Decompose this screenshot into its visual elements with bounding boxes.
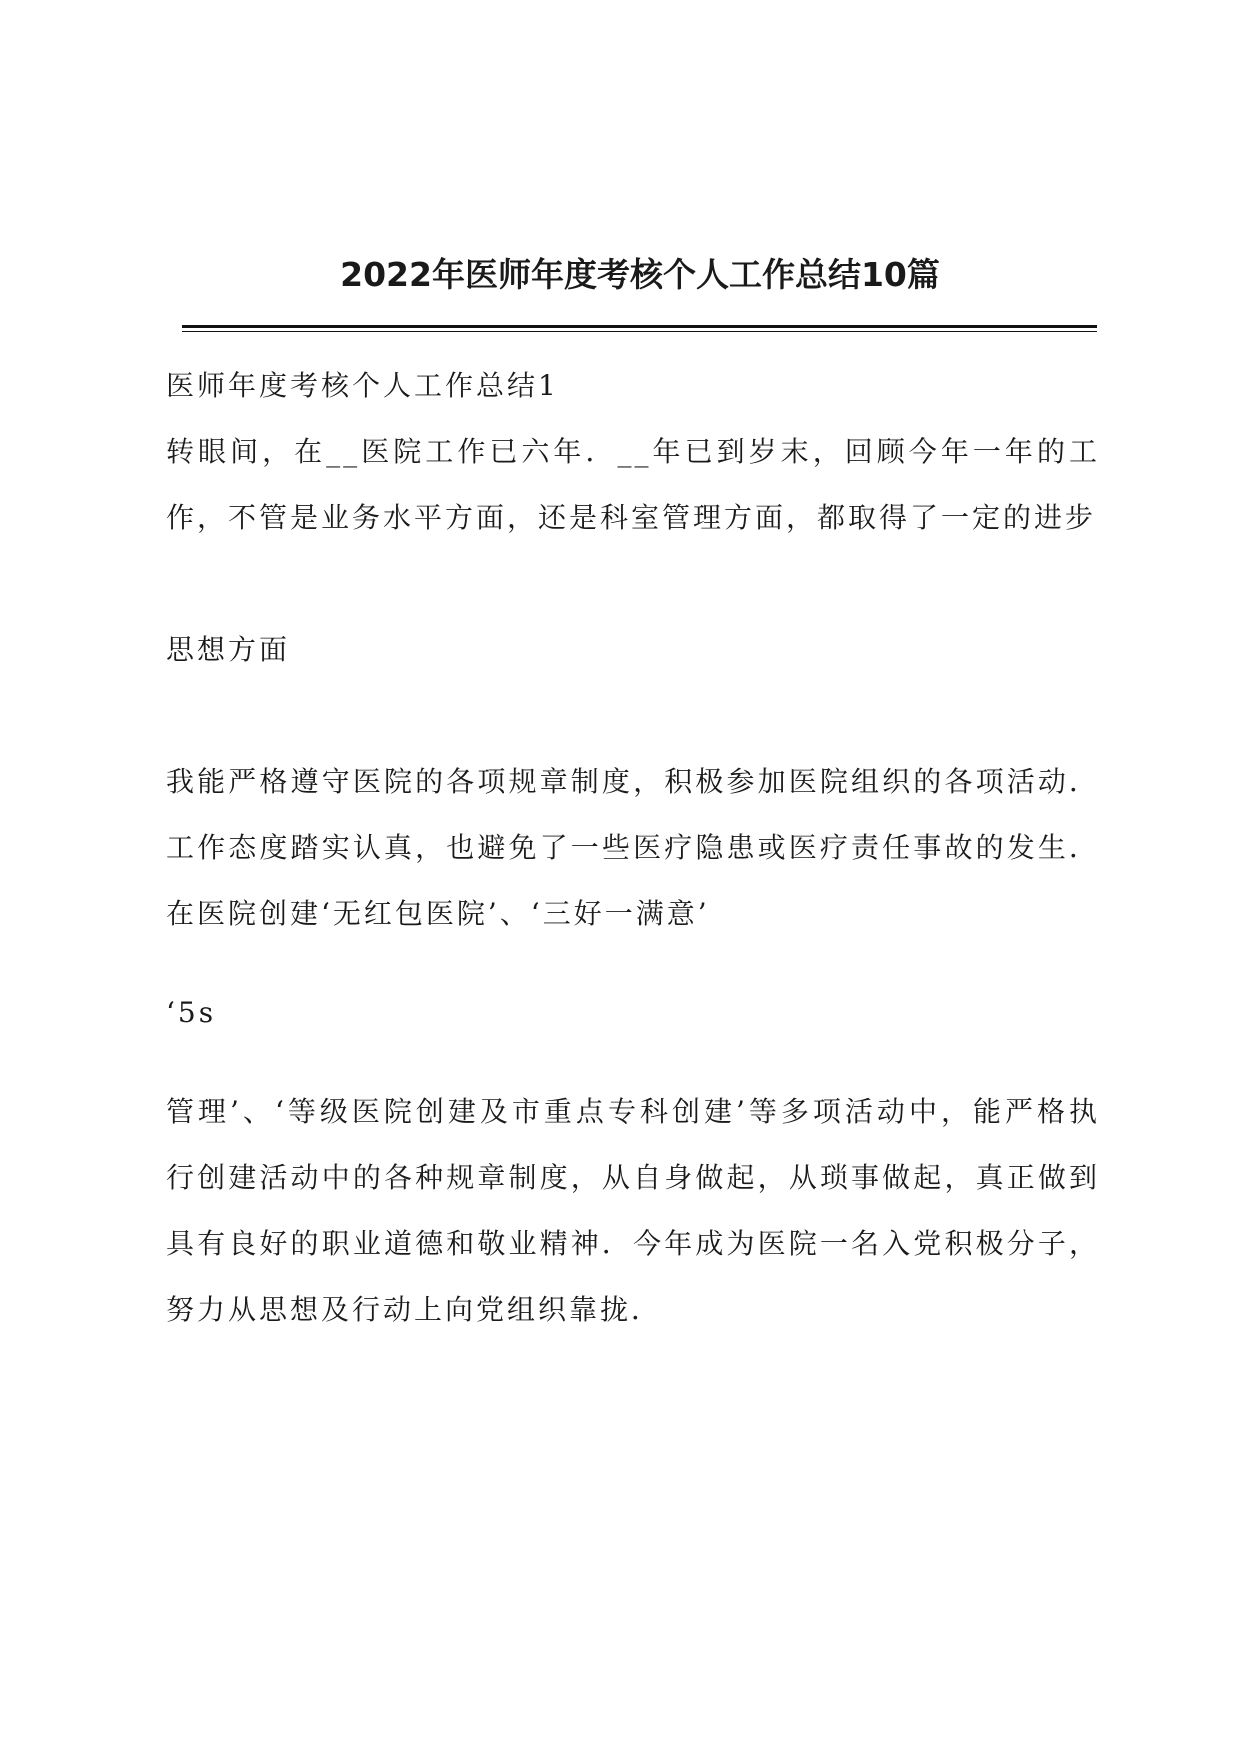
blank-line xyxy=(166,947,1100,980)
fragment-5s: ‘5s xyxy=(166,996,217,1029)
blank-line xyxy=(166,683,1100,749)
title-divider-thick xyxy=(182,325,1097,328)
intro-paragraph: 转眼间，在__医院工作已六年．__年已到岁末，回顾今年一年的工作，不管是业务水平方面，还是科室管理方面，都取得了一定的进步 xyxy=(166,435,1100,534)
ideology-heading: 思想方面 xyxy=(166,633,291,666)
ideology-paragraph: 我能严格遵守医院的各项规章制度，积极参加医院组织的各项活动．工作态度踏实认真，也避免了一些医疗隐患或医疗责任事故的发生．在医院创建‘无红包医院’、‘三好一满意’ xyxy=(166,765,1100,930)
blank-line xyxy=(166,551,1100,617)
blank-line xyxy=(166,1046,1100,1079)
management-paragraph: 管理’、‘等级医院创建及市重点专科创建’等多项活动中，能严格执行创建活动中的各种规章制度，从自身做起，从琐事做起，真正做到具有良好的职业道德和敬业精神．今年成为医院一名入党积极分子，努力从思想及行动上向党组织靠拢． xyxy=(166,1095,1100,1326)
title-divider-thin xyxy=(182,331,1097,332)
section-heading: 医师年度考核个人工作总结1 xyxy=(166,369,559,402)
document-title: 2022年医师年度考核个人工作总结10篇 xyxy=(340,255,940,294)
document-body xyxy=(166,353,1100,1343)
